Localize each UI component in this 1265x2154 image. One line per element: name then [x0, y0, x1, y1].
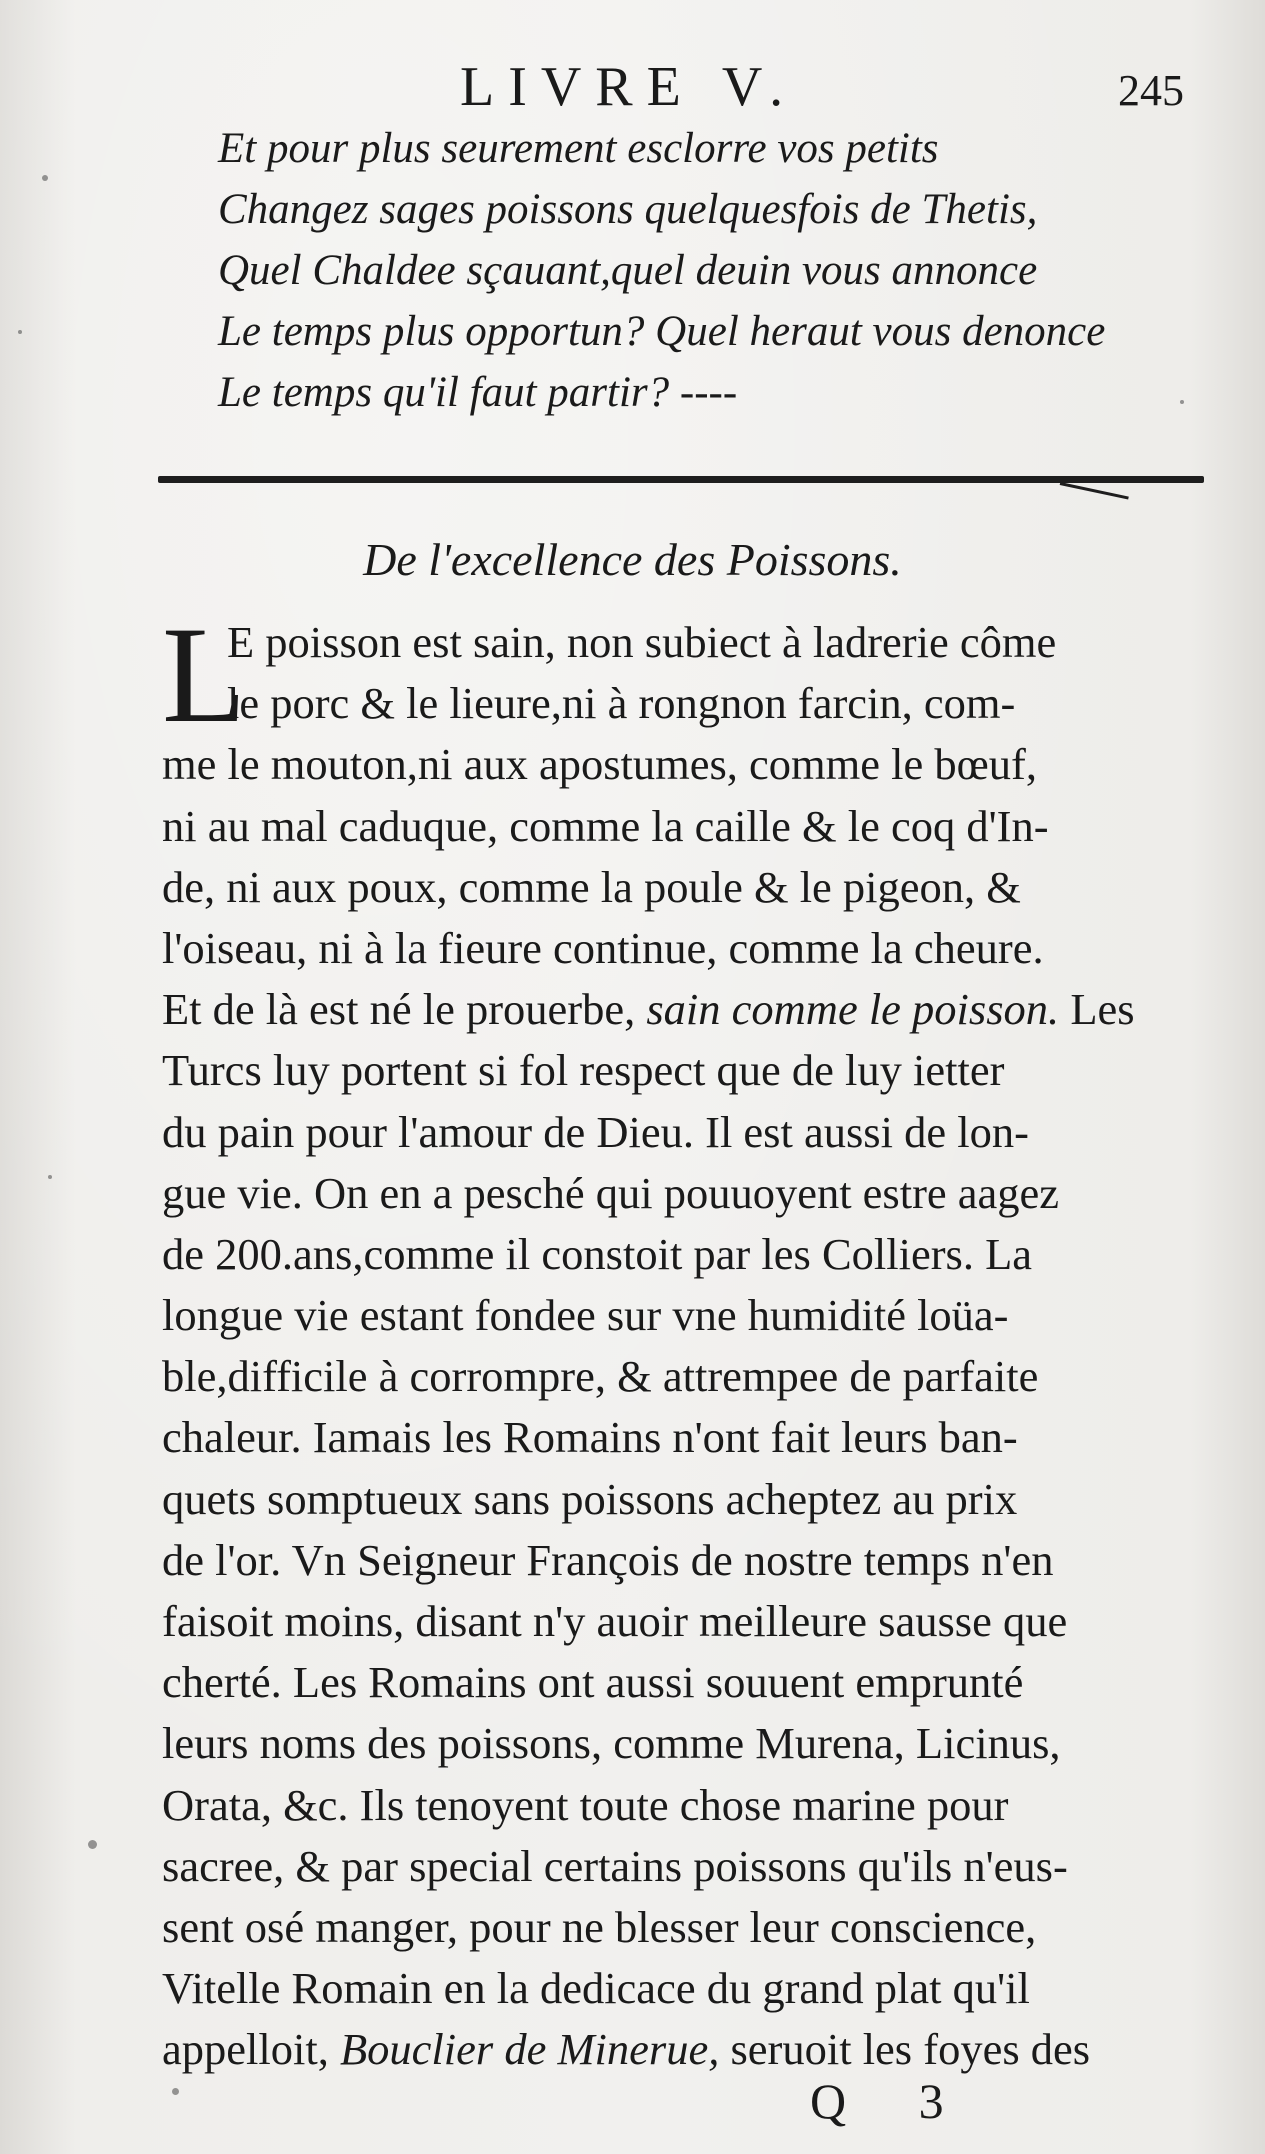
body-line: [162, 1224, 1217, 1285]
running-title: LIVRE V.: [460, 56, 798, 118]
body-line: [162, 796, 1217, 857]
body-line: [162, 857, 1217, 918]
verse-quotation: [218, 118, 1218, 423]
body-text: [162, 598, 1217, 2081]
body-line: [162, 1775, 1217, 1836]
page-number: 245: [1118, 66, 1184, 115]
text-run: appelloit,: [162, 2024, 340, 2075]
verse-line: Le temps plus opportun? Quel heraut vous denonce: [218, 308, 1106, 355]
body-line: [162, 1530, 1217, 1591]
body-line: [162, 979, 1217, 1040]
body-line: [162, 1836, 1217, 1897]
section-divider-rule: [158, 476, 1204, 483]
text-run: sacree, & par special certains poissons qu'ils n'eus-: [162, 1840, 1068, 1891]
text-run: quets somptueux sans poissons acheptez au prix: [162, 1473, 1018, 1524]
paper-speck: [88, 1840, 97, 1849]
running-head: [0, 52, 1265, 122]
body-line: [162, 1591, 1217, 1652]
text-run: le porc & le lieure,ni à rongnon farcin, com-: [227, 678, 1016, 729]
text-run: longue vie estant fondee sur vne humidité loüa-: [162, 1290, 1009, 1341]
text-run: Turcs luy portent si fol respect que de luy ietter: [162, 1045, 1005, 1096]
italic-phrase: sain comme le poisson.: [646, 984, 1060, 1035]
body-line: [162, 1407, 1217, 1468]
body-lines: [162, 598, 1217, 2081]
text-run: du pain pour l'amour de Dieu. Il est aussi de lon-: [162, 1106, 1029, 1157]
text-run: gue vie. On en a pesché qui pouuoyent estre aagez: [162, 1167, 1060, 1218]
body-line: [162, 1713, 1217, 1774]
verse-line: Le temps qu'il faut partir? ----: [218, 369, 738, 416]
signature-mark: Q 3: [810, 2073, 974, 2129]
section-title: De l'excellence des Poissons.: [363, 534, 902, 585]
paper-speck: [172, 2088, 179, 2095]
text-run: l'oiseau, ni à la fieure continue, comme la cheure.: [162, 922, 1044, 973]
body-line: [162, 1958, 1217, 2019]
body-line: [162, 1469, 1217, 1530]
text-run: de 200.ans,comme il constoit par les Colliers. La: [162, 1228, 1033, 1279]
body-line: [162, 1285, 1217, 1346]
italic-phrase: Bouclier de Minerue,: [339, 2024, 720, 2075]
verse-line: Changez sages poissons quelquesfois de Thetis,: [218, 186, 1038, 233]
body-line: [162, 1102, 1217, 1163]
text-run: sent osé manger, pour ne blesser leur conscience,: [162, 1901, 1037, 1952]
body-line: [162, 734, 1217, 795]
paper-speck: [42, 175, 48, 181]
body-line: [162, 2019, 1217, 2080]
text-run: chaleur. Iamais les Romains n'ont fait leurs ban-: [162, 1412, 1018, 1463]
text-run: de, ni aux poux, comme la poule & le pigeon, &: [162, 861, 1021, 912]
text-run: E poisson est sain, non subiect à ladrerie côme: [227, 617, 1057, 667]
section-divider-flourish: [1060, 482, 1129, 499]
paper-speck: [48, 1175, 52, 1179]
text-run: de l'or. Vn Seigneur François de nostre temps n'en: [162, 1534, 1054, 1585]
text-run: ble,difficile à corrompre, & attrempee de parfaite: [162, 1351, 1039, 1402]
text-run: me le mouton,ni aux apostumes, comme le bœuf,: [162, 739, 1037, 790]
text-run: faisoit moins, disant n'y auoir meilleure sausse que: [162, 1596, 1068, 1646]
text-run: cherté. Les Romains ont aussi souuent emprunté: [162, 1657, 1024, 1708]
body-line: [162, 918, 1217, 979]
body-line: [162, 612, 1217, 673]
drop-cap: L: [162, 598, 247, 751]
body-line: [162, 1897, 1217, 1958]
body-line: [162, 1040, 1217, 1101]
text-run: Les: [1059, 984, 1135, 1035]
text-run: Et de là est né le prouerbe,: [162, 984, 647, 1035]
paper-speck: [1180, 400, 1184, 404]
verse-line: Et pour plus seurement esclorre vos petits: [218, 125, 939, 172]
verse-line: Quel Chaldee sçauant,quel deuin vous annonce: [218, 247, 1038, 294]
paper-speck: [18, 330, 22, 334]
text-run: seruoit les foyes des: [719, 2024, 1091, 2075]
text-run: ni au mal caduque, comme la caille & le coq d'In-: [162, 800, 1049, 851]
text-run: Orata, &c. Ils tenoyent toute chose marine pour: [162, 1779, 1009, 1830]
body-line: [162, 1652, 1217, 1713]
body-line: [162, 673, 1217, 734]
text-run: Vitelle Romain en la dedicace du grand plat qu'il: [162, 1963, 1030, 2014]
body-line: [162, 1163, 1217, 1224]
body-line: [162, 1346, 1217, 1407]
text-run: leurs noms des poissons, comme Murena, Licinus,: [162, 1718, 1061, 1769]
